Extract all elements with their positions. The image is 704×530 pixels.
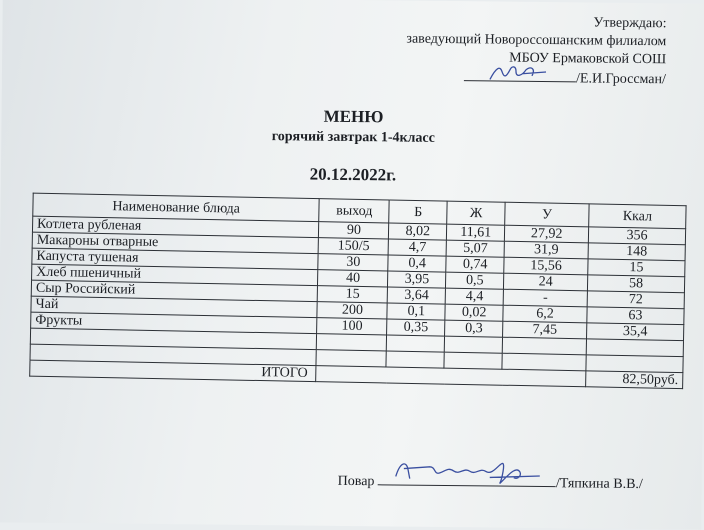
dish-output: 100 [317, 318, 387, 335]
dish-name: Чай [31, 296, 318, 317]
dish-fat: 0,5 [446, 272, 504, 289]
column-header-name: Наименование блюда [33, 193, 320, 221]
dish-carbs: 7,45 [503, 321, 587, 339]
dish-fat: 0,3 [445, 320, 503, 337]
cook-signature-block [338, 470, 643, 493]
cook-signature-mark [390, 456, 550, 488]
dish-fat: 0,02 [445, 304, 503, 321]
cook-signature [378, 470, 556, 487]
dish-carbs: 31,9 [504, 241, 588, 259]
dish-carbs: 27,92 [505, 225, 589, 243]
dish-output: 90 [319, 222, 389, 239]
dish-name: Хлеб пшеничный [32, 264, 319, 285]
dish-protein: 0,1 [387, 303, 445, 320]
column-header-carbs: У [505, 202, 589, 227]
approval-signer-name: /Е.И.Гроссман/ [575, 71, 667, 88]
dish-output: 15 [318, 286, 388, 303]
dish-output: 40 [318, 270, 388, 287]
cook-label: Повар [337, 473, 375, 490]
dish-protein: 8,02 [389, 223, 447, 240]
dish-fat: 0,74 [446, 256, 504, 273]
dish-kcal: 356 [588, 227, 685, 245]
dish-carbs: 15,56 [504, 257, 588, 275]
approval-heading: Утверждаю: [593, 15, 667, 32]
dish-output: 200 [317, 302, 387, 319]
total-sum: 82,50руб. [586, 371, 683, 389]
approval-block [406, 13, 667, 90]
dish-fat: 11,61 [447, 224, 505, 241]
approval-position: заведующий Новороссошанским филиалом [406, 31, 667, 50]
menu-title: МЕНЮ [323, 106, 384, 127]
director-signature [464, 67, 576, 82]
dish-kcal: 15 [588, 259, 685, 277]
dish-carbs: - [503, 289, 587, 307]
dish-carbs: 24 [504, 273, 588, 291]
director-signature-mark [486, 61, 556, 84]
menu-table [29, 193, 686, 390]
dish-protein: 3,95 [388, 271, 446, 288]
menu-date: 20.12.2022г. [309, 164, 397, 185]
total-label: ИТОГО [30, 360, 317, 381]
dish-protein: 0,4 [388, 255, 446, 272]
dish-output: 30 [318, 254, 388, 271]
dish-fat: 4,4 [445, 288, 503, 305]
dish-kcal: 72 [587, 291, 684, 309]
column-header-output: выход [319, 199, 389, 223]
dish-name: Макароны отварные [32, 232, 319, 253]
dish-protein: 4,7 [388, 239, 446, 256]
cook-name: /Тяпкина В.В./ [555, 476, 643, 493]
dish-name: Сыр Российский [31, 280, 318, 301]
dish-name: Котлета рубленая [32, 216, 319, 237]
dish-name: Капуста тушеная [32, 248, 319, 269]
dish-kcal: 63 [587, 307, 684, 325]
dish-name: Фрукты [31, 312, 318, 333]
dish-kcal: 35,4 [587, 323, 684, 341]
column-header-protein: Б [389, 200, 447, 224]
column-header-kcal: Ккал [589, 204, 686, 229]
approval-signature-line [406, 67, 666, 90]
dish-output: 150/5 [319, 238, 389, 255]
approval-organization: МБОУ Ермаковской СОШ [509, 50, 667, 68]
menu-subtitle: горячий завтрак 1-4класс [271, 129, 435, 146]
dish-kcal: 58 [587, 275, 684, 293]
dish-fat: 5,07 [446, 240, 504, 257]
dish-protein: 0,35 [387, 319, 445, 336]
column-header-fat: Ж [447, 201, 505, 225]
dish-protein: 3,64 [388, 287, 446, 304]
dish-kcal: 148 [588, 243, 685, 261]
dish-carbs: 6,2 [503, 305, 587, 323]
